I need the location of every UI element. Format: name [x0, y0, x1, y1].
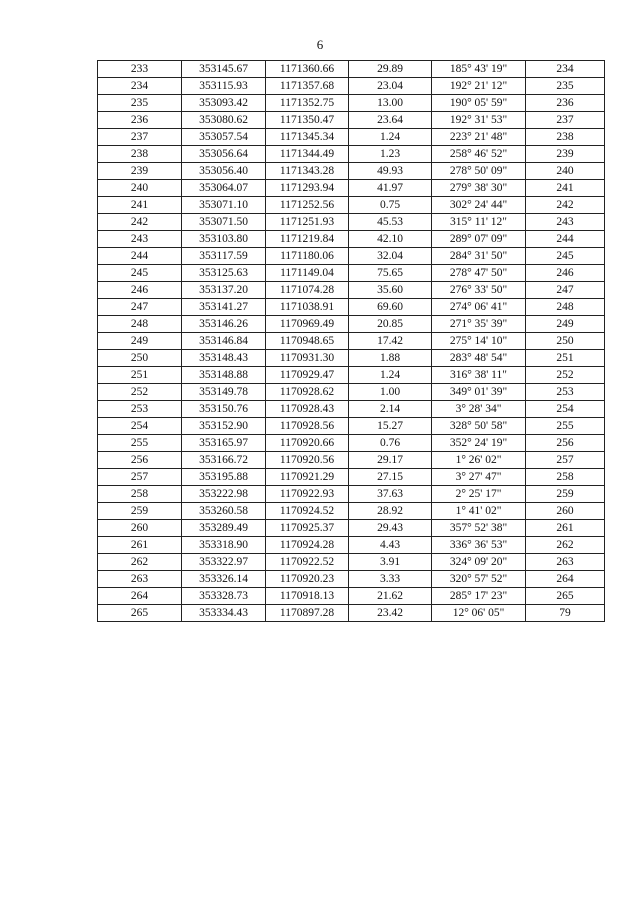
x-coordinate-cell: 353260.58: [182, 503, 266, 520]
point-number-cell: 259: [98, 503, 182, 520]
x-coordinate-cell: 353149.78: [182, 384, 266, 401]
table-row: [98, 605, 605, 622]
next-point-cell: 239: [526, 146, 605, 163]
point-number-cell: 246: [98, 282, 182, 299]
point-number-cell: 242: [98, 214, 182, 231]
next-point-cell: 247: [526, 282, 605, 299]
y-coordinate-cell: 1170921.29: [266, 469, 349, 486]
bearing-cell: 192° 21' 12": [432, 78, 526, 95]
next-point-cell: 258: [526, 469, 605, 486]
table-row: [98, 231, 605, 248]
bearing-cell: 278° 50' 09": [432, 163, 526, 180]
y-coordinate-cell: 1171352.75: [266, 95, 349, 112]
next-point-cell: 236: [526, 95, 605, 112]
next-point-cell: 244: [526, 231, 605, 248]
y-coordinate-cell: 1171252.56: [266, 197, 349, 214]
point-number-cell: 253: [98, 401, 182, 418]
point-number-cell: 256: [98, 452, 182, 469]
table-row: [98, 452, 605, 469]
point-number-cell: 251: [98, 367, 182, 384]
bearing-cell: 285° 17' 23": [432, 588, 526, 605]
distance-cell: 41.97: [349, 180, 432, 197]
x-coordinate-cell: 353071.10: [182, 197, 266, 214]
x-coordinate-cell: 353195.88: [182, 469, 266, 486]
bearing-cell: 320° 57' 52": [432, 571, 526, 588]
table-row: [98, 520, 605, 537]
coordinates-table-body: [98, 61, 605, 622]
next-point-cell: 235: [526, 78, 605, 95]
table-row: [98, 197, 605, 214]
table-row: [98, 299, 605, 316]
y-coordinate-cell: 1170918.13: [266, 588, 349, 605]
next-point-cell: 257: [526, 452, 605, 469]
x-coordinate-cell: 353148.88: [182, 367, 266, 384]
y-coordinate-cell: 1170920.56: [266, 452, 349, 469]
page-number: 6: [316, 37, 324, 52]
distance-cell: 23.64: [349, 112, 432, 129]
next-point-cell: 255: [526, 418, 605, 435]
table-row: [98, 129, 605, 146]
distance-cell: 17.42: [349, 333, 432, 350]
bearing-cell: 2° 25' 17": [432, 486, 526, 503]
next-point-cell: 234: [526, 61, 605, 78]
x-coordinate-cell: 353166.72: [182, 452, 266, 469]
point-number-cell: 249: [98, 333, 182, 350]
table-row: [98, 554, 605, 571]
point-number-cell: 248: [98, 316, 182, 333]
x-coordinate-cell: 353115.93: [182, 78, 266, 95]
next-point-cell: 262: [526, 537, 605, 554]
y-coordinate-cell: 1171345.34: [266, 129, 349, 146]
y-coordinate-cell: 1170931.30: [266, 350, 349, 367]
point-number-cell: 243: [98, 231, 182, 248]
x-coordinate-cell: 353071.50: [182, 214, 266, 231]
point-number-cell: 236: [98, 112, 182, 129]
bearing-cell: 289° 07' 09": [432, 231, 526, 248]
next-point-cell: 259: [526, 486, 605, 503]
bearing-cell: 192° 31' 53": [432, 112, 526, 129]
bearing-cell: 1° 41' 02": [432, 503, 526, 520]
y-coordinate-cell: 1170948.65: [266, 333, 349, 350]
coordinates-table: [97, 60, 605, 622]
x-coordinate-cell: 353125.63: [182, 265, 266, 282]
table-row: [98, 401, 605, 418]
point-number-cell: 235: [98, 95, 182, 112]
table-row: [98, 61, 605, 78]
x-coordinate-cell: 353328.73: [182, 588, 266, 605]
table-row: [98, 163, 605, 180]
table-row: [98, 486, 605, 503]
next-point-cell: 263: [526, 554, 605, 571]
distance-cell: 2.14: [349, 401, 432, 418]
bearing-cell: 185° 43' 19": [432, 61, 526, 78]
distance-cell: 1.23: [349, 146, 432, 163]
distance-cell: 75.65: [349, 265, 432, 282]
next-point-cell: 79: [526, 605, 605, 622]
table-row: [98, 588, 605, 605]
y-coordinate-cell: 1171251.93: [266, 214, 349, 231]
bearing-cell: 315° 11' 12": [432, 214, 526, 231]
y-coordinate-cell: 1171343.28: [266, 163, 349, 180]
bearing-cell: 324° 09' 20": [432, 554, 526, 571]
point-number-cell: 260: [98, 520, 182, 537]
y-coordinate-cell: 1171149.04: [266, 265, 349, 282]
bearing-cell: 190° 05' 59": [432, 95, 526, 112]
x-coordinate-cell: 353056.40: [182, 163, 266, 180]
x-coordinate-cell: 353148.43: [182, 350, 266, 367]
y-coordinate-cell: 1171357.68: [266, 78, 349, 95]
bearing-cell: 3° 27' 47": [432, 469, 526, 486]
y-coordinate-cell: 1170897.28: [266, 605, 349, 622]
y-coordinate-cell: 1170928.62: [266, 384, 349, 401]
x-coordinate-cell: 353057.54: [182, 129, 266, 146]
y-coordinate-cell: 1170920.23: [266, 571, 349, 588]
x-coordinate-cell: 353334.43: [182, 605, 266, 622]
next-point-cell: 245: [526, 248, 605, 265]
y-coordinate-cell: 1170928.43: [266, 401, 349, 418]
distance-cell: 0.76: [349, 435, 432, 452]
distance-cell: 23.04: [349, 78, 432, 95]
distance-cell: 1.24: [349, 129, 432, 146]
table-row: [98, 78, 605, 95]
table-row: [98, 248, 605, 265]
bearing-cell: 336° 36' 53": [432, 537, 526, 554]
point-number-cell: 244: [98, 248, 182, 265]
y-coordinate-cell: 1171344.49: [266, 146, 349, 163]
next-point-cell: 237: [526, 112, 605, 129]
table-row: [98, 469, 605, 486]
point-number-cell: 241: [98, 197, 182, 214]
next-point-cell: 248: [526, 299, 605, 316]
x-coordinate-cell: 353222.98: [182, 486, 266, 503]
next-point-cell: 265: [526, 588, 605, 605]
table-row: [98, 214, 605, 231]
y-coordinate-cell: 1170969.49: [266, 316, 349, 333]
table-row: [98, 503, 605, 520]
next-point-cell: 242: [526, 197, 605, 214]
x-coordinate-cell: 353150.76: [182, 401, 266, 418]
point-number-cell: 265: [98, 605, 182, 622]
bearing-cell: 316° 38' 11": [432, 367, 526, 384]
distance-cell: 42.10: [349, 231, 432, 248]
point-number-cell: 238: [98, 146, 182, 163]
distance-cell: 21.62: [349, 588, 432, 605]
next-point-cell: 254: [526, 401, 605, 418]
bearing-cell: 258° 46' 52": [432, 146, 526, 163]
next-point-cell: 260: [526, 503, 605, 520]
bearing-cell: 279° 38' 30": [432, 180, 526, 197]
x-coordinate-cell: 353137.20: [182, 282, 266, 299]
y-coordinate-cell: 1170924.28: [266, 537, 349, 554]
y-coordinate-cell: 1171293.94: [266, 180, 349, 197]
point-number-cell: 252: [98, 384, 182, 401]
table-row: [98, 384, 605, 401]
x-coordinate-cell: 353326.14: [182, 571, 266, 588]
table-row: [98, 537, 605, 554]
bearing-cell: 3° 28' 34": [432, 401, 526, 418]
table-row: [98, 435, 605, 452]
point-number-cell: 255: [98, 435, 182, 452]
bearing-cell: 349° 01' 39": [432, 384, 526, 401]
x-coordinate-cell: 353103.80: [182, 231, 266, 248]
next-point-cell: 251: [526, 350, 605, 367]
distance-cell: 1.88: [349, 350, 432, 367]
x-coordinate-cell: 353152.90: [182, 418, 266, 435]
point-number-cell: 245: [98, 265, 182, 282]
table-row: [98, 146, 605, 163]
table-row: [98, 112, 605, 129]
y-coordinate-cell: 1171219.84: [266, 231, 349, 248]
distance-cell: 37.63: [349, 486, 432, 503]
x-coordinate-cell: 353141.27: [182, 299, 266, 316]
distance-cell: 35.60: [349, 282, 432, 299]
distance-cell: 1.24: [349, 367, 432, 384]
y-coordinate-cell: 1171038.91: [266, 299, 349, 316]
bearing-cell: 12° 06' 05": [432, 605, 526, 622]
point-number-cell: 233: [98, 61, 182, 78]
distance-cell: 29.89: [349, 61, 432, 78]
table-row: [98, 95, 605, 112]
y-coordinate-cell: 1170928.56: [266, 418, 349, 435]
table-row: [98, 350, 605, 367]
table-row: [98, 180, 605, 197]
point-number-cell: 254: [98, 418, 182, 435]
distance-cell: 49.93: [349, 163, 432, 180]
next-point-cell: 261: [526, 520, 605, 537]
distance-cell: 27.15: [349, 469, 432, 486]
x-coordinate-cell: 353146.84: [182, 333, 266, 350]
y-coordinate-cell: 1170922.93: [266, 486, 349, 503]
bearing-cell: 1° 26' 02": [432, 452, 526, 469]
y-coordinate-cell: 1170922.52: [266, 554, 349, 571]
x-coordinate-cell: 353165.97: [182, 435, 266, 452]
point-number-cell: 247: [98, 299, 182, 316]
distance-cell: 3.91: [349, 554, 432, 571]
bearing-cell: 328° 50' 58": [432, 418, 526, 435]
next-point-cell: 241: [526, 180, 605, 197]
distance-cell: 20.85: [349, 316, 432, 333]
next-point-cell: 249: [526, 316, 605, 333]
next-point-cell: 252: [526, 367, 605, 384]
y-coordinate-cell: 1170920.66: [266, 435, 349, 452]
bearing-cell: 283° 48' 54": [432, 350, 526, 367]
y-coordinate-cell: 1170924.52: [266, 503, 349, 520]
point-number-cell: 250: [98, 350, 182, 367]
distance-cell: 15.27: [349, 418, 432, 435]
point-number-cell: 263: [98, 571, 182, 588]
x-coordinate-cell: 353145.67: [182, 61, 266, 78]
point-number-cell: 237: [98, 129, 182, 146]
table-row: [98, 571, 605, 588]
bearing-cell: 223° 21' 48": [432, 129, 526, 146]
table-row: [98, 265, 605, 282]
next-point-cell: 253: [526, 384, 605, 401]
x-coordinate-cell: 353064.07: [182, 180, 266, 197]
x-coordinate-cell: 353318.90: [182, 537, 266, 554]
distance-cell: 0.75: [349, 197, 432, 214]
bearing-cell: 274° 06' 41": [432, 299, 526, 316]
x-coordinate-cell: 353056.64: [182, 146, 266, 163]
x-coordinate-cell: 353080.62: [182, 112, 266, 129]
x-coordinate-cell: 353093.42: [182, 95, 266, 112]
point-number-cell: 262: [98, 554, 182, 571]
y-coordinate-cell: 1171074.28: [266, 282, 349, 299]
point-number-cell: 234: [98, 78, 182, 95]
next-point-cell: 264: [526, 571, 605, 588]
bearing-cell: 352° 24' 19": [432, 435, 526, 452]
table-row: [98, 333, 605, 350]
bearing-cell: 302° 24' 44": [432, 197, 526, 214]
distance-cell: 13.00: [349, 95, 432, 112]
distance-cell: 29.17: [349, 452, 432, 469]
distance-cell: 45.53: [349, 214, 432, 231]
bearing-cell: 357° 52' 38": [432, 520, 526, 537]
distance-cell: 4.43: [349, 537, 432, 554]
distance-cell: 23.42: [349, 605, 432, 622]
distance-cell: 1.00: [349, 384, 432, 401]
point-number-cell: 240: [98, 180, 182, 197]
distance-cell: 28.92: [349, 503, 432, 520]
distance-cell: 69.60: [349, 299, 432, 316]
distance-cell: 32.04: [349, 248, 432, 265]
next-point-cell: 240: [526, 163, 605, 180]
x-coordinate-cell: 353289.49: [182, 520, 266, 537]
next-point-cell: 250: [526, 333, 605, 350]
y-coordinate-cell: 1170925.37: [266, 520, 349, 537]
x-coordinate-cell: 353322.97: [182, 554, 266, 571]
point-number-cell: 264: [98, 588, 182, 605]
bearing-cell: 276° 33' 50": [432, 282, 526, 299]
next-point-cell: 256: [526, 435, 605, 452]
bearing-cell: 271° 35' 39": [432, 316, 526, 333]
bearing-cell: 284° 31' 50": [432, 248, 526, 265]
next-point-cell: 246: [526, 265, 605, 282]
y-coordinate-cell: 1171180.06: [266, 248, 349, 265]
table-row: [98, 316, 605, 333]
table-row: [98, 367, 605, 384]
point-number-cell: 257: [98, 469, 182, 486]
y-coordinate-cell: 1171360.66: [266, 61, 349, 78]
y-coordinate-cell: 1170929.47: [266, 367, 349, 384]
bearing-cell: 275° 14' 10": [432, 333, 526, 350]
table-row: [98, 418, 605, 435]
distance-cell: 3.33: [349, 571, 432, 588]
x-coordinate-cell: 353146.26: [182, 316, 266, 333]
point-number-cell: 239: [98, 163, 182, 180]
point-number-cell: 258: [98, 486, 182, 503]
next-point-cell: 238: [526, 129, 605, 146]
table-row: [98, 282, 605, 299]
x-coordinate-cell: 353117.59: [182, 248, 266, 265]
y-coordinate-cell: 1171350.47: [266, 112, 349, 129]
point-number-cell: 261: [98, 537, 182, 554]
next-point-cell: 243: [526, 214, 605, 231]
distance-cell: 29.43: [349, 520, 432, 537]
bearing-cell: 278° 47' 50": [432, 265, 526, 282]
